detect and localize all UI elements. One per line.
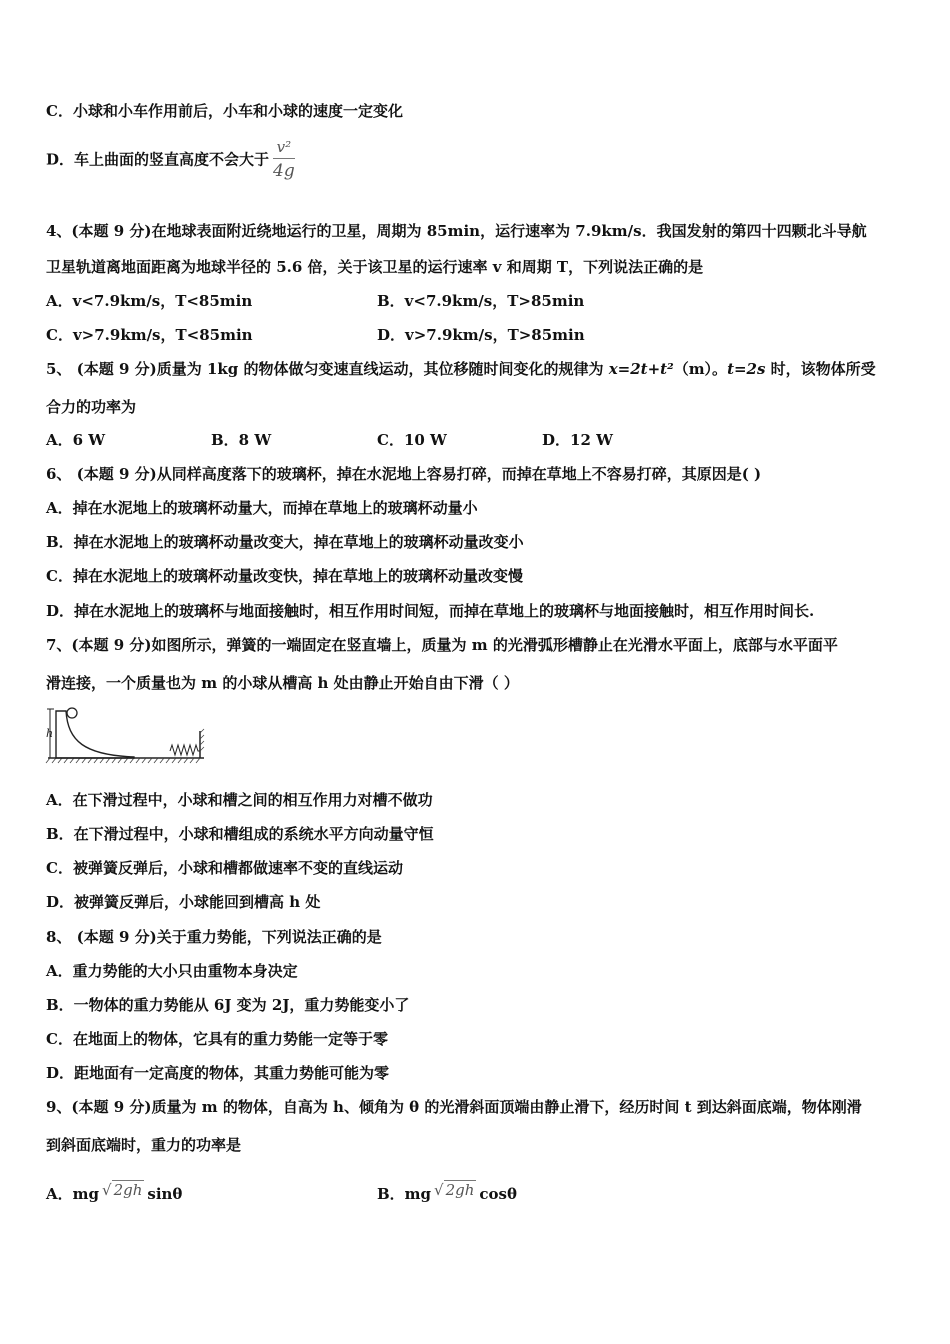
q4-option-c: C．v>7.9km/s，T<85min <box>46 326 253 344</box>
q7-option-a: A．在下滑过程中，小球和槽之间的相互作用力对槽不做功 <box>46 791 433 809</box>
ball-icon <box>67 708 77 718</box>
q3-option-d <box>46 136 295 183</box>
slope-spring-diagram <box>44 703 206 765</box>
spring-icon <box>170 745 200 755</box>
q9-option-a-suffix: sinθ <box>147 1185 183 1203</box>
q7-stem-line1: 7、(本题 9 分)如图所示，弹簧的一端固定在竖直墙上，质量为 m 的光滑弧形槽静止在光滑水平面上，底部与水平面平 <box>46 636 838 654</box>
height-label: h <box>46 727 54 740</box>
q5-stem-part2: （m）。 <box>673 360 728 378</box>
q5-stem-part1: 5、 (本题 9 分)质量为 1kg 的物体做匀变速直线运动，其位移随时间变化的规律为 <box>46 360 609 378</box>
q6-option-a: A．掉在水泥地上的玻璃杯动量大，而掉在草地上的玻璃杯动量小 <box>46 499 478 517</box>
q5-option-b: B．8 W <box>211 431 272 449</box>
sqrt-2gh: √ 2gh <box>102 1181 143 1199</box>
q5-stem-part3: 时，该物体所受 <box>765 360 876 378</box>
q7-option-d: D．被弹簧反弹后，小球能回到槽高 h 处 <box>46 893 321 911</box>
q8-option-a: A．重力势能的大小只由重物本身决定 <box>46 962 298 980</box>
q9-stem-line2: 到斜面底端时，重力的功率是 <box>46 1136 242 1154</box>
q6-option-b: B．掉在水泥地上的玻璃杯动量改变大，掉在草地上的玻璃杯动量改变小 <box>46 533 524 551</box>
q9-option-a <box>46 1180 182 1204</box>
q9-stem-line1: 9、(本题 9 分)质量为 m 的物体，自高为 h、倾角为 θ 的光滑斜面顶端由静止滑下，经历时间 t 到达斜面底端，物体刚滑 <box>46 1098 862 1116</box>
fraction-denominator: 4g <box>273 161 295 181</box>
q8-option-c: C．在地面上的物体，它具有的重力势能一定等于零 <box>46 1030 388 1048</box>
sqrt-radicand: 2gh <box>113 1181 143 1199</box>
q6-option-d: D．掉在水泥地上的玻璃杯与地面接触时，相互作用时间短，而掉在草地上的玻璃杯与地面接触时，相互作用时间长. <box>46 602 815 620</box>
q5-stem-line1 <box>46 359 876 379</box>
q4-option-b: B．v<7.9km/s，T>85min <box>377 292 585 310</box>
q9-option-b <box>377 1180 517 1204</box>
q9-option-b-prefix: B．mg <box>377 1185 432 1203</box>
q5-option-a: A．6 W <box>46 431 106 449</box>
q3-option-c: C．小球和小车作用前后，小车和小球的速度一定变化 <box>46 102 403 120</box>
q9-option-b-suffix: cosθ <box>479 1185 518 1203</box>
q7-option-b: B．在下滑过程中，小球和槽组成的系统水平方向动量守恒 <box>46 825 434 843</box>
q5-stem-line2: 合力的功率为 <box>46 398 137 416</box>
q9-option-a-prefix: A．mg <box>46 1185 99 1203</box>
q4-option-a: A．v<7.9km/s，T<85min <box>46 292 253 310</box>
q6-stem: 6、 (本题 9 分)从同样高度落下的玻璃杯，掉在水泥地上容易打碎，而掉在草地上不容易打碎，其原因是( ) <box>46 465 762 483</box>
q5-option-d: D．12 W <box>542 431 613 449</box>
fraction-numerator: v² <box>273 136 295 159</box>
q5-time-var: t=2s <box>727 360 766 378</box>
q5-option-c: C．10 W <box>377 431 447 449</box>
fraction-v2-over-4g <box>273 136 295 183</box>
q7-option-c: C．被弹簧反弹后，小球和槽都做速率不变的直线运动 <box>46 859 403 877</box>
sqrt-radicand: 2gh <box>445 1181 475 1199</box>
q4-stem-line1: 4、(本题 9 分)在地球表面附近绕地运行的卫星，周期为 85min，运行速率为 7.9km/s．我国发射的第四十四颗北斗导航 <box>46 222 867 240</box>
q4-stem-line2: 卫星轨道离地面距离为地球半径的 5.6 倍，关于该卫星的运行速率 v 和周期 T，下列说法正确的是 <box>46 258 704 276</box>
q8-stem: 8、 (本题 9 分)关于重力势能，下列说法正确的是 <box>46 928 382 946</box>
q8-option-d: D．距地面有一定高度的物体，其重力势能可能为零 <box>46 1064 390 1082</box>
q3-option-d-text: D．车上曲面的竖直高度不会大于 <box>46 150 270 169</box>
sqrt-2gh: √ 2gh <box>434 1181 475 1199</box>
q7-figure <box>44 703 206 765</box>
q4-option-d: D．v>7.9km/s，T>85min <box>377 326 585 344</box>
q8-option-b: B．一物体的重力势能从 6J 变为 2J，重力势能变小了 <box>46 996 410 1014</box>
q7-stem-line2: 滑连接，一个质量也为 m 的小球从槽高 h 处由静止开始自由下滑（ ） <box>46 674 519 692</box>
q6-option-c: C．掉在水泥地上的玻璃杯动量改变快，掉在草地上的玻璃杯动量改变慢 <box>46 567 523 585</box>
q5-formula: x=2t+t² <box>608 360 674 378</box>
